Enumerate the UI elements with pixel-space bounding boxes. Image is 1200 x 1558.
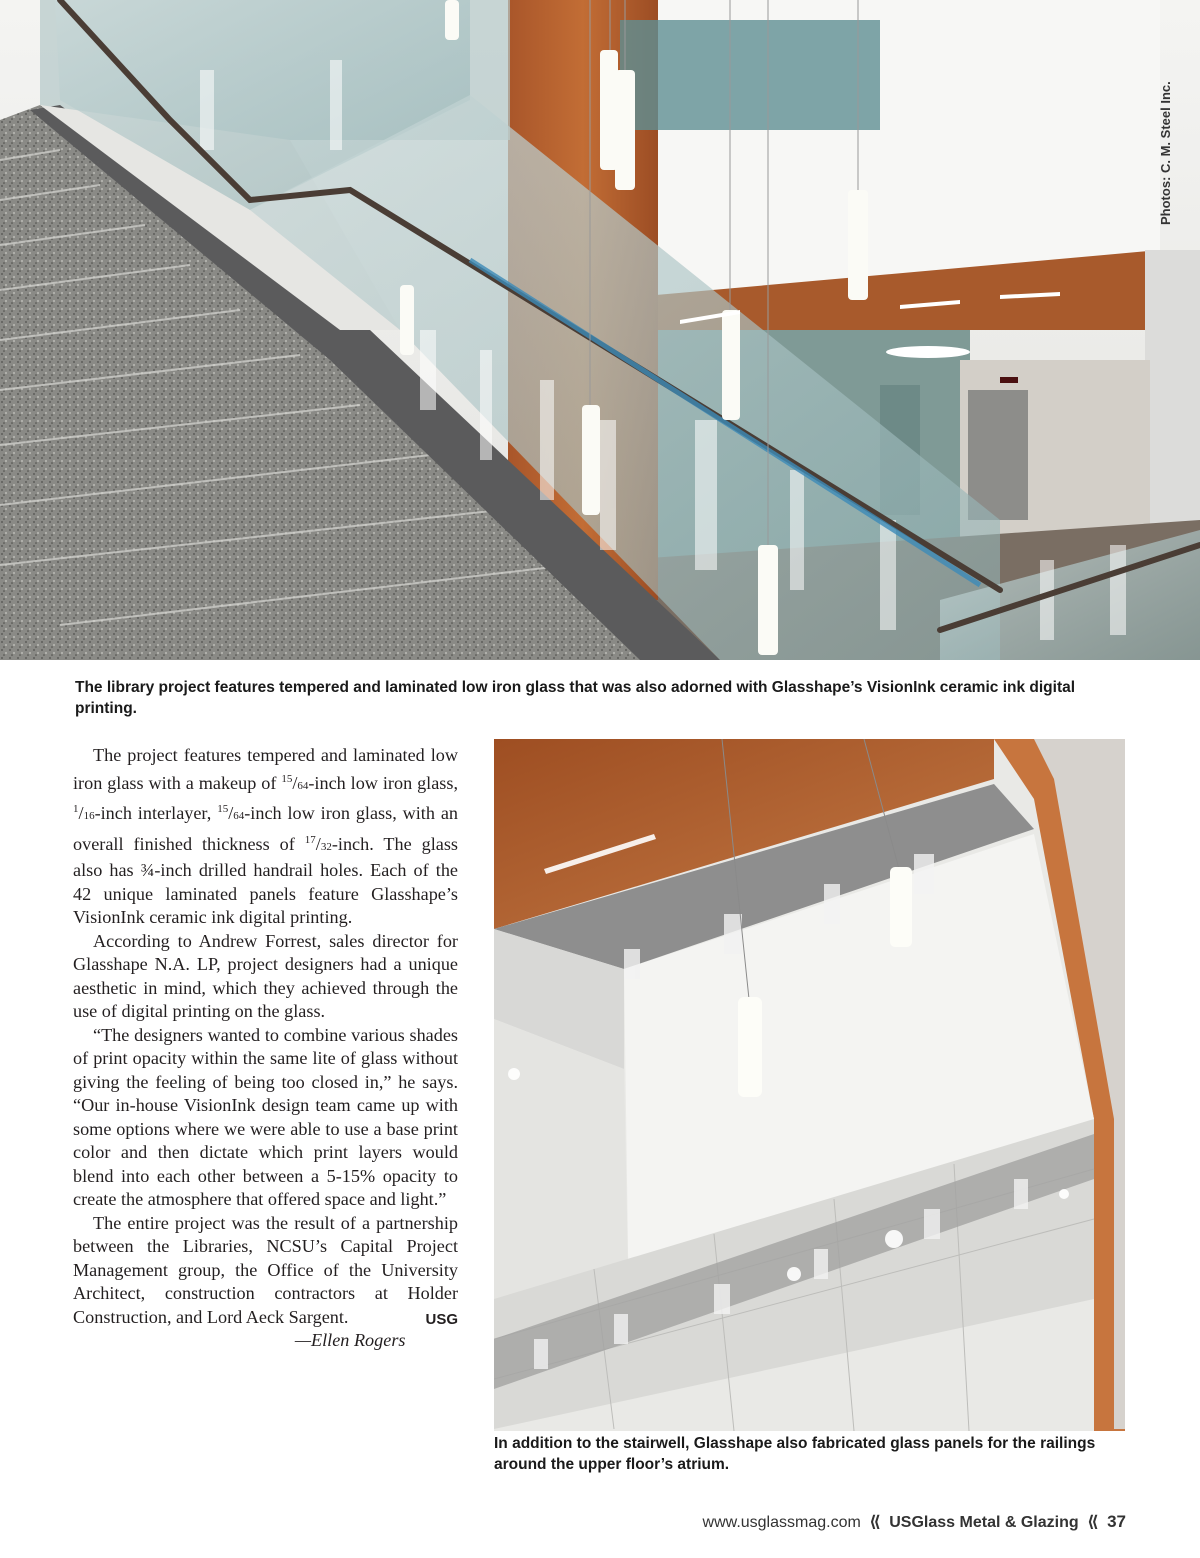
- footer-separator-1: ⟪: [869, 1514, 881, 1531]
- byline: —Ellen Rogers: [294, 1330, 406, 1351]
- article-paragraph-3: “The designers wanted to combine various shades of print opacity within the same lite of glass without giving the feeling of being too closed in,” he says. “Our in-house VisionInk design team came up with some options where we were able to use a base print color and then dictate which print layers would blend into each other between a 5-15% opacity to create the atmosphere that offered space and light.”: [73, 1024, 458, 1210]
- photo-credit: Photos: C. M. Steel Inc.: [1158, 81, 1173, 225]
- page-footer: [703, 1512, 1126, 1532]
- page-number: 37: [1107, 1512, 1126, 1531]
- article-body: [73, 744, 458, 1353]
- footer-url[interactable]: www.usglassmag.com: [702, 1514, 861, 1531]
- footer-separator-2: ⟪: [1087, 1514, 1099, 1531]
- top-photo-caption: The library project features tempered and laminated low iron glass that was also adorned with Glasshape’s VisionInk ceramic ink digital printing.: [75, 679, 1076, 717]
- stairwell-photo: [0, 0, 1200, 660]
- article-paragraph-4: The entire project was the result of a partnership between the Libraries, NCSU’s Capital Project Management group, the Office of the University Architect, construction contractors at Holder Construction, and Lord Aeck Sargent. USG: [73, 1212, 458, 1330]
- atrium-photo: [494, 739, 1125, 1431]
- stairwell-photo-illustration: [0, 0, 1200, 660]
- atrium-photo-caption: In addition to the stairwell, Glasshape also fabricated glass panels for the railings around the upper floor’s atrium.: [494, 1435, 1096, 1473]
- article-paragraph-1: The project features tempered and laminated low iron glass with a makeup of $^{15}$/64-inch low iron glass, $^1$/16-inch interlayer, $^{15}$/64-inch low iron glass, with an overall finished thickness of $^{17}$/32-inch. The glass also has ¾-inch drilled handrail holes. Each of the 42 unique laminated panels feature Glasshape’s VisionInk ceramic ink digital printing.: [73, 745, 458, 928]
- atrium-photo-illustration: [494, 739, 1125, 1431]
- article-paragraph-2: According to Andrew Forrest, sales director for Glasshape N.A. LP, project designers had a unique aesthetic in mind, which they achieved through the use of digital printing on the glass.: [73, 930, 458, 1022]
- usg-endmark: USG: [425, 1310, 458, 1328]
- footer-magazine-name: USGlass Metal & Glazing: [889, 1514, 1079, 1531]
